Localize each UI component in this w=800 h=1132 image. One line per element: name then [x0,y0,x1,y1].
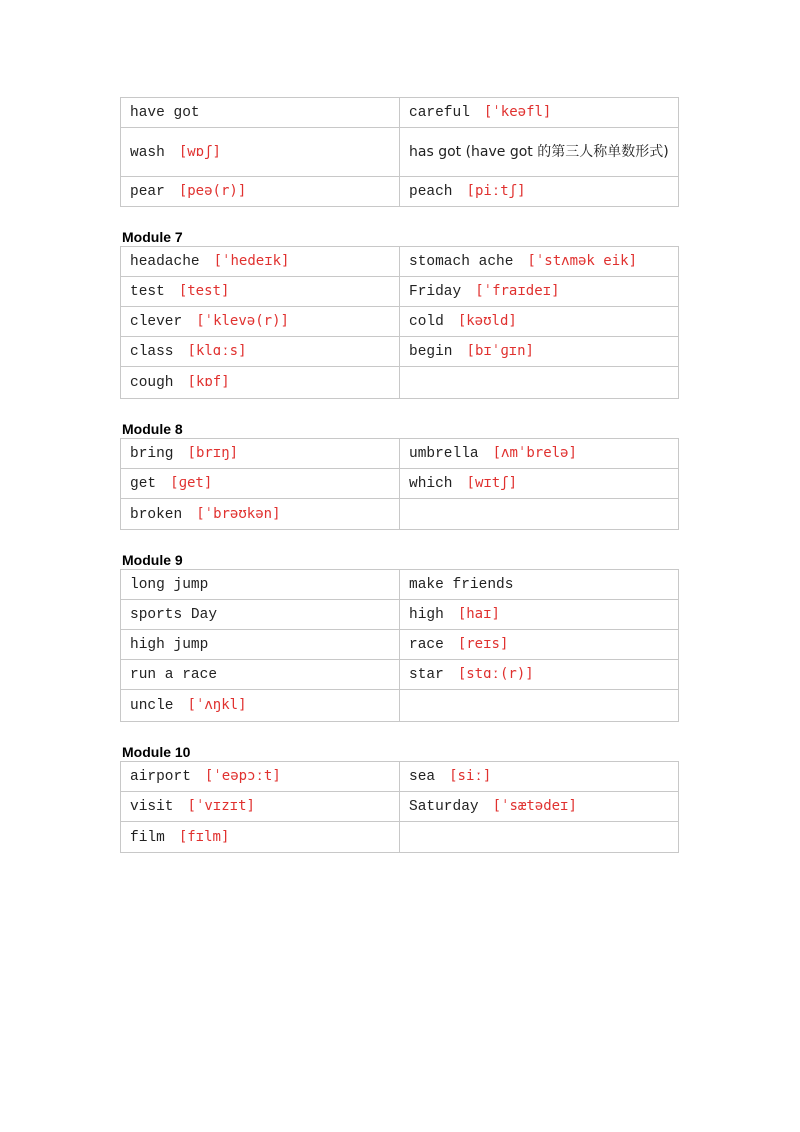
vocab-table [120,97,679,207]
table-row [121,439,679,469]
vocab-ipa: [ˈhedeɪk] [213,253,290,269]
table-row [121,822,679,853]
vocab-ipa: [stɑː(r)] [457,666,534,682]
vocab-word: long jump [130,576,209,593]
vocab-cell [121,337,400,367]
vocab-cell [400,600,679,630]
vocab-ipa: [ˈsætədeɪ] [492,798,577,814]
table-row [121,690,679,722]
section-heading: Module 9 [122,552,183,568]
vocab-word: umbrella [409,446,479,462]
vocab-cell [121,98,400,128]
vocab-cell [400,762,679,792]
vocab-cell [400,177,679,207]
table-row [121,367,679,399]
vocab-word: race [409,637,444,653]
vocab-word: high jump [130,636,209,653]
vocab-ipa: [ʌmˈbrelə] [492,445,577,461]
vocab-cell [400,128,679,177]
vocab-word: wash [130,144,165,161]
table-row [121,247,679,277]
vocab-ipa: [kɒf] [187,374,230,390]
vocab-ipa: [ˈklevə(r)] [196,313,289,329]
vocab-cell [400,630,679,660]
vocab-word: headache [130,254,200,270]
table-row [121,600,679,630]
vocab-ipa: [ˈstʌmək eik] [527,253,637,269]
vocab-cell [400,367,679,399]
vocab-word: pear [130,184,165,200]
vocab-word: have got [130,104,200,121]
vocab-cell [400,469,679,499]
table-row [121,307,679,337]
table-row [121,469,679,499]
vocab-cell [121,367,400,399]
vocab-word: Saturday [409,799,479,815]
vocab-ipa: [wɒʃ] [178,143,221,160]
vocab-cell [121,762,400,792]
table-row [121,277,679,307]
vocab-cell [121,469,400,499]
vocab-cell [121,660,400,690]
section-heading: Module 10 [122,744,191,760]
vocab-cell [121,177,400,207]
table-row [121,570,679,600]
vocab-word: which [409,476,453,492]
vocab-cell [400,307,679,337]
vocab-cell [121,792,400,822]
vocab-ipa: [wɪtʃ] [466,475,518,491]
vocab-ipa: [test] [178,283,230,299]
vocab-cell [121,822,400,853]
table-row [121,630,679,660]
vocab-table [120,438,679,530]
vocab-ipa: [peə(r)] [178,183,247,199]
vocab-cell [121,630,400,660]
vocab-ipa: [haɪ] [457,606,500,622]
vocab-cell [400,98,679,128]
vocab-cell [400,690,679,722]
section-heading: Module 8 [122,421,183,437]
vocab-word: high [409,607,444,623]
table-row [121,660,679,690]
vocab-word: cough [130,375,174,391]
vocab-ipa: [kəʊld] [457,313,517,329]
section-module-8 [120,420,679,530]
vocab-cell [400,337,679,367]
vocab-word: careful [409,105,470,121]
vocab-cell [400,247,679,277]
vocab-cell [121,277,400,307]
vocab-word: sea [409,769,436,785]
vocab-word: stomach ache [409,254,514,270]
table-row [121,762,679,792]
table-row [121,98,679,128]
vocab-ipa: [ˈbrəʊkən] [196,505,281,522]
vocab-word: star [409,667,444,683]
vocab-ipa: [ˈvɪzɪt] [187,798,255,814]
vocab-word: uncle [130,698,174,714]
vocab-cell [400,277,679,307]
vocab-ipa: [klɑːs] [187,343,247,359]
table-row [121,177,679,207]
vocab-ipa: [bɪˈɡɪn] [466,343,534,359]
vocab-cell [400,822,679,853]
vocab-ipa: [ˈfraɪdeɪ] [475,283,560,299]
section-continuation [120,97,679,207]
vocab-cell [121,439,400,469]
vocab-cell [400,792,679,822]
vocab-cell [121,600,400,630]
vocab-word: clever [130,314,183,330]
vocab-word: begin [409,344,453,360]
vocab-cell [400,499,679,530]
vocab-word: bring [130,446,174,462]
vocab-word: airport [130,769,191,785]
vocab-word: class [130,344,174,360]
section-module-10 [120,743,679,853]
vocab-table [120,246,679,399]
vocab-word: film [130,829,165,846]
vocab-word: run a race [130,666,218,683]
vocab-word: Friday [409,284,462,300]
vocab-word: get [130,476,157,492]
table-row [121,128,679,177]
vocab-word: has got (have got 的第三人称单数形式) [409,143,669,160]
vocab-cell [400,570,679,600]
vocab-ipa: [siː] [449,768,492,784]
vocab-ipa: [ˈkeəfl] [483,104,552,120]
vocab-table [120,569,679,722]
vocab-cell [121,499,400,530]
vocab-word: sports Day [130,606,218,623]
document-page [120,97,679,853]
vocab-word: broken [130,506,183,523]
vocab-ipa: [piːtʃ] [466,183,526,199]
vocab-ipa: [fɪlm] [178,828,230,845]
vocab-cell [400,660,679,690]
vocab-table [120,761,679,853]
vocab-ipa: [ɡet] [170,475,213,491]
vocab-word: test [130,284,165,300]
vocab-ipa: [ˈʌŋkl] [187,697,247,713]
table-row [121,337,679,367]
vocab-word: cold [409,314,444,330]
vocab-ipa: [reɪs] [457,636,509,652]
vocab-cell [121,128,400,177]
table-row [121,792,679,822]
section-module-7 [120,228,679,399]
vocab-ipa: [brɪŋ] [187,445,239,461]
vocab-cell [121,307,400,337]
section-module-9 [120,551,679,722]
table-row [121,499,679,530]
vocab-word: visit [130,799,174,815]
vocab-cell [121,690,400,722]
vocab-word: make friends [409,576,514,593]
vocab-word: peach [409,184,453,200]
vocab-cell [121,570,400,600]
section-heading: Module 7 [122,229,183,245]
vocab-ipa: [ˈeəpɔːt] [204,768,281,784]
vocab-cell [400,439,679,469]
vocab-cell [121,247,400,277]
